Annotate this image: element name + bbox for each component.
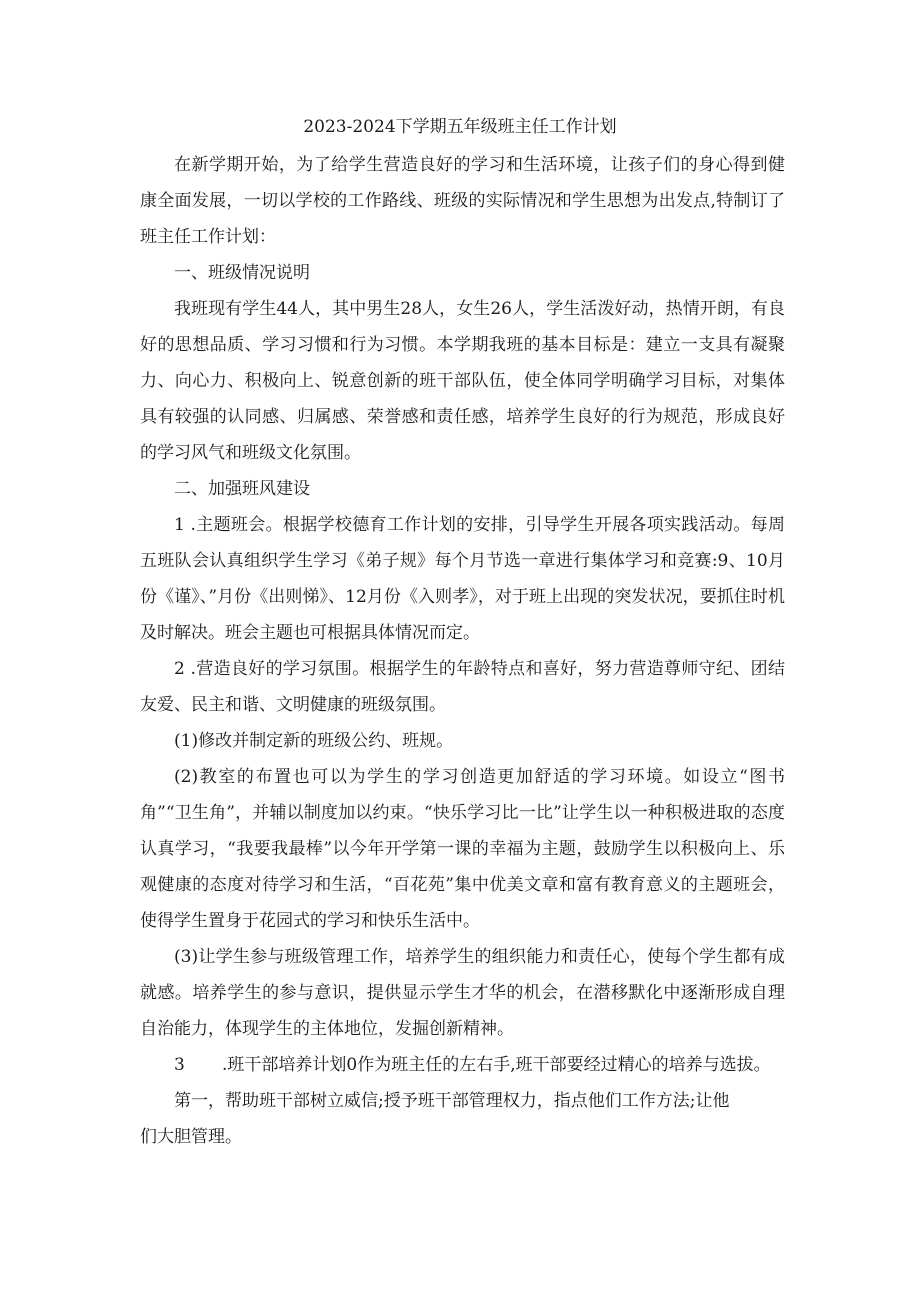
class-situation-paragraph: 我班现有学生44人，其中男生28人，女生26人，学生活泼好动，热情开朗，有良好的思想品质、学习习惯和行为习惯。本学期我班的基本目标是：建立一支具有凝聚力、向心力、积极向上、锐意创新的班干部队伍，使全体同学明确学习目标，对集体具有较强的认同感、归属感、荣誉感和责任感，培养学生良好的行为规范，形成良好的学习风气和班级文化氛围。 [140,299,785,463]
item-cadre-training-text: .班干部培养计划0作为班主任的左右手,班干部要经过精心的培养与选拔。 [222,1055,771,1075]
section-heading-class-situation: 一、班级情况说明 [174,263,310,283]
sub-item-classroom-layout: (2)教室的布置也可以为学生的学习创造更加舒适的学习环境。如设立“图书角”“卫生角”，并辅以制度加以约束。“快乐学习比一比”让学生以一种积极进取的态度认真学习，“我要我最棒”以今年开学第一课的幸福为主题，鼓励学生以积极向上、乐观健康的态度对待学习和生活，“百花苑”集中优美文章和富有教育意义的主题班会，使得学生置身于花园式的学习和快乐生活中。 [140,767,785,931]
document-title: 2023-2024下学期五年级班主任工作计划 [303,117,617,137]
first-point-tail: 们大胆管理。 [140,1127,242,1147]
section-heading-class-style: 二、加强班风建设 [174,479,310,499]
sub-item-class-management: (3)让学生参与班级管理工作，培养学生的组织能力和责任心，使每个学生都有成就感。培养学生的参与意识，提供显示学生才华的机会，在潜移默化中逐渐形成自理自治能力，体现学生的主体地位，发掘创新精神。 [140,947,785,1039]
sub-item-class-rules: (1)修改并制定新的班级公约、班规。 [174,731,454,751]
intro-paragraph: 在新学期开始，为了给学生营造良好的学习和生活环境，让孩子们的身心得到健康全面发展，一切以学校的工作路线、班级的实际情况和学生思想为出发点,特制订了班主任工作计划： [140,155,785,247]
item-cadre-training [140,1047,785,1083]
item-theme-meeting: 1 .主题班会。根据学校德育工作计划的安排，引导学生开展各项实践活动。每周五班队会认真组织学生学习《弟子规》每个月节选一章进行集体学习和竞赛:9、10月份《谨》、”月份《出则悌》、12月份《入则孝》，对于班上出现的突发状况，要抓住时机及时解决。班会主题也可根据具体情况而定。 [140,515,785,643]
item-learning-atmosphere: 2 .营造良好的学习氛围。根据学生的年龄特点和喜好，努力营造尊师守纪、团结友爱、民主和谐、文明健康的班级氛围。 [140,659,785,715]
item-cadre-training-number: 3 [174,1055,185,1075]
document-body [140,147,785,1155]
first-point-line: 第一，帮助班干部树立威信;授予班干部管理权力，指点他们工作方法;让他 [174,1091,730,1111]
